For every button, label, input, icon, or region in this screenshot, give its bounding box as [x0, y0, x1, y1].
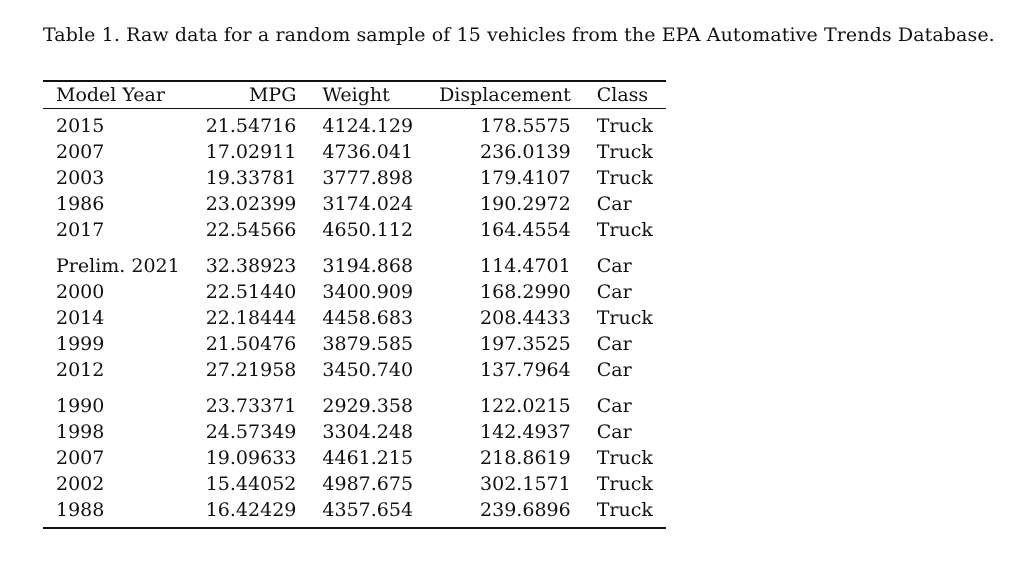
cell-weight: 3777.898 [322, 167, 414, 189]
cell-displacement: 239.6896 [480, 499, 571, 521]
cell-displacement: 236.0139 [480, 141, 571, 163]
cell-displacement: 190.2972 [480, 193, 571, 215]
cell-mpg: 17.02911 [205, 141, 297, 163]
column-header-weight: Weight [322, 84, 390, 106]
cell-class: Car [596, 333, 632, 355]
table-row [43, 471, 666, 497]
row-group [43, 243, 666, 383]
cell-model-year: 2002 [56, 473, 105, 495]
cell-class: Truck [596, 115, 653, 137]
cell-mpg: 23.73371 [205, 395, 297, 417]
cell-class: Car [596, 421, 632, 443]
cell-weight: 4458.683 [322, 307, 414, 329]
row-group [43, 109, 666, 244]
cell-weight: 4357.654 [322, 499, 414, 521]
table-row [43, 243, 666, 279]
cell-displacement: 208.4433 [480, 307, 571, 329]
cell-class: Car [596, 359, 632, 381]
table-row [43, 139, 666, 165]
cell-mpg: 19.33781 [205, 167, 297, 189]
cell-mpg: 21.50476 [205, 333, 297, 355]
cell-class: Truck [596, 167, 653, 189]
table-row [43, 419, 666, 445]
table-row [43, 445, 666, 471]
cell-class: Truck [596, 141, 653, 163]
cell-class: Car [596, 281, 632, 303]
cell-model-year: 2017 [56, 219, 105, 241]
table-row [43, 497, 666, 528]
header-row [43, 81, 666, 109]
column-header-mpg: MPG [248, 84, 297, 106]
table-row [43, 109, 666, 140]
cell-model-year: Prelim. 2021 [56, 255, 180, 277]
cell-displacement: 168.2990 [480, 281, 571, 303]
cell-weight: 4124.129 [322, 115, 414, 137]
table-row [43, 383, 666, 419]
cell-mpg: 27.21958 [205, 359, 297, 381]
cell-weight: 4987.675 [322, 473, 414, 495]
table-row [43, 357, 666, 383]
column-header-displacement: Displacement [439, 84, 571, 106]
cell-mpg: 19.09633 [205, 447, 297, 469]
cell-model-year: 1990 [56, 395, 105, 417]
table-row [43, 279, 666, 305]
cell-model-year: 1999 [56, 333, 105, 355]
cell-class: Truck [596, 473, 653, 495]
cell-class: Car [596, 395, 632, 417]
column-header-model-year: Model Year [56, 84, 165, 106]
table-caption: Table 1. Raw data for a random sample of 15 vehicles from the EPA Automative Trends Database. [43, 24, 995, 46]
cell-mpg: 21.54716 [205, 115, 297, 137]
cell-weight: 3194.868 [322, 255, 414, 277]
table-row [43, 331, 666, 357]
cell-class: Car [596, 255, 632, 277]
cell-model-year: 1998 [56, 421, 105, 443]
cell-mpg: 23.02399 [205, 193, 297, 215]
cell-model-year: 2000 [56, 281, 105, 303]
cell-displacement: 302.1571 [480, 473, 571, 495]
cell-weight: 3400.909 [322, 281, 414, 303]
cell-displacement: 218.8619 [480, 447, 571, 469]
cell-displacement: 178.5575 [480, 115, 571, 137]
cell-mpg: 22.54566 [205, 219, 297, 241]
cell-model-year: 2012 [56, 359, 105, 381]
cell-weight: 3450.740 [322, 359, 414, 381]
column-header-class: Class [596, 84, 649, 106]
cell-weight: 3304.248 [322, 421, 414, 443]
row-group [43, 383, 666, 528]
cell-model-year: 2015 [56, 115, 105, 137]
cell-weight: 3879.585 [322, 333, 414, 355]
cell-model-year: 2007 [56, 447, 105, 469]
cell-mpg: 32.38923 [205, 255, 297, 277]
cell-model-year: 2003 [56, 167, 105, 189]
cell-mpg: 22.51440 [205, 281, 297, 303]
cell-model-year: 1986 [56, 193, 105, 215]
cell-weight: 4736.041 [322, 141, 414, 163]
data-table [43, 80, 666, 529]
cell-class: Truck [596, 219, 653, 241]
cell-weight: 4461.215 [322, 447, 414, 469]
cell-displacement: 122.0215 [480, 395, 571, 417]
cell-model-year: 2014 [56, 307, 105, 329]
cell-mpg: 24.57349 [205, 421, 297, 443]
cell-displacement: 142.4937 [480, 421, 571, 443]
cell-class: Truck [596, 307, 653, 329]
table-row [43, 217, 666, 243]
cell-weight: 4650.112 [322, 219, 414, 241]
cell-displacement: 114.4701 [480, 255, 571, 277]
cell-mpg: 16.42429 [205, 499, 297, 521]
cell-model-year: 1988 [56, 499, 105, 521]
table-row [43, 165, 666, 191]
cell-weight: 2929.358 [322, 395, 414, 417]
cell-class: Car [596, 193, 632, 215]
table-row [43, 305, 666, 331]
cell-weight: 3174.024 [322, 193, 414, 215]
cell-displacement: 197.3525 [480, 333, 571, 355]
cell-mpg: 15.44052 [205, 473, 297, 495]
cell-class: Truck [596, 447, 653, 469]
cell-displacement: 137.7964 [480, 359, 571, 381]
cell-displacement: 179.4107 [480, 167, 571, 189]
cell-class: Truck [596, 499, 653, 521]
cell-mpg: 22.18444 [205, 307, 297, 329]
cell-displacement: 164.4554 [480, 219, 571, 241]
cell-model-year: 2007 [56, 141, 105, 163]
table-row [43, 191, 666, 217]
